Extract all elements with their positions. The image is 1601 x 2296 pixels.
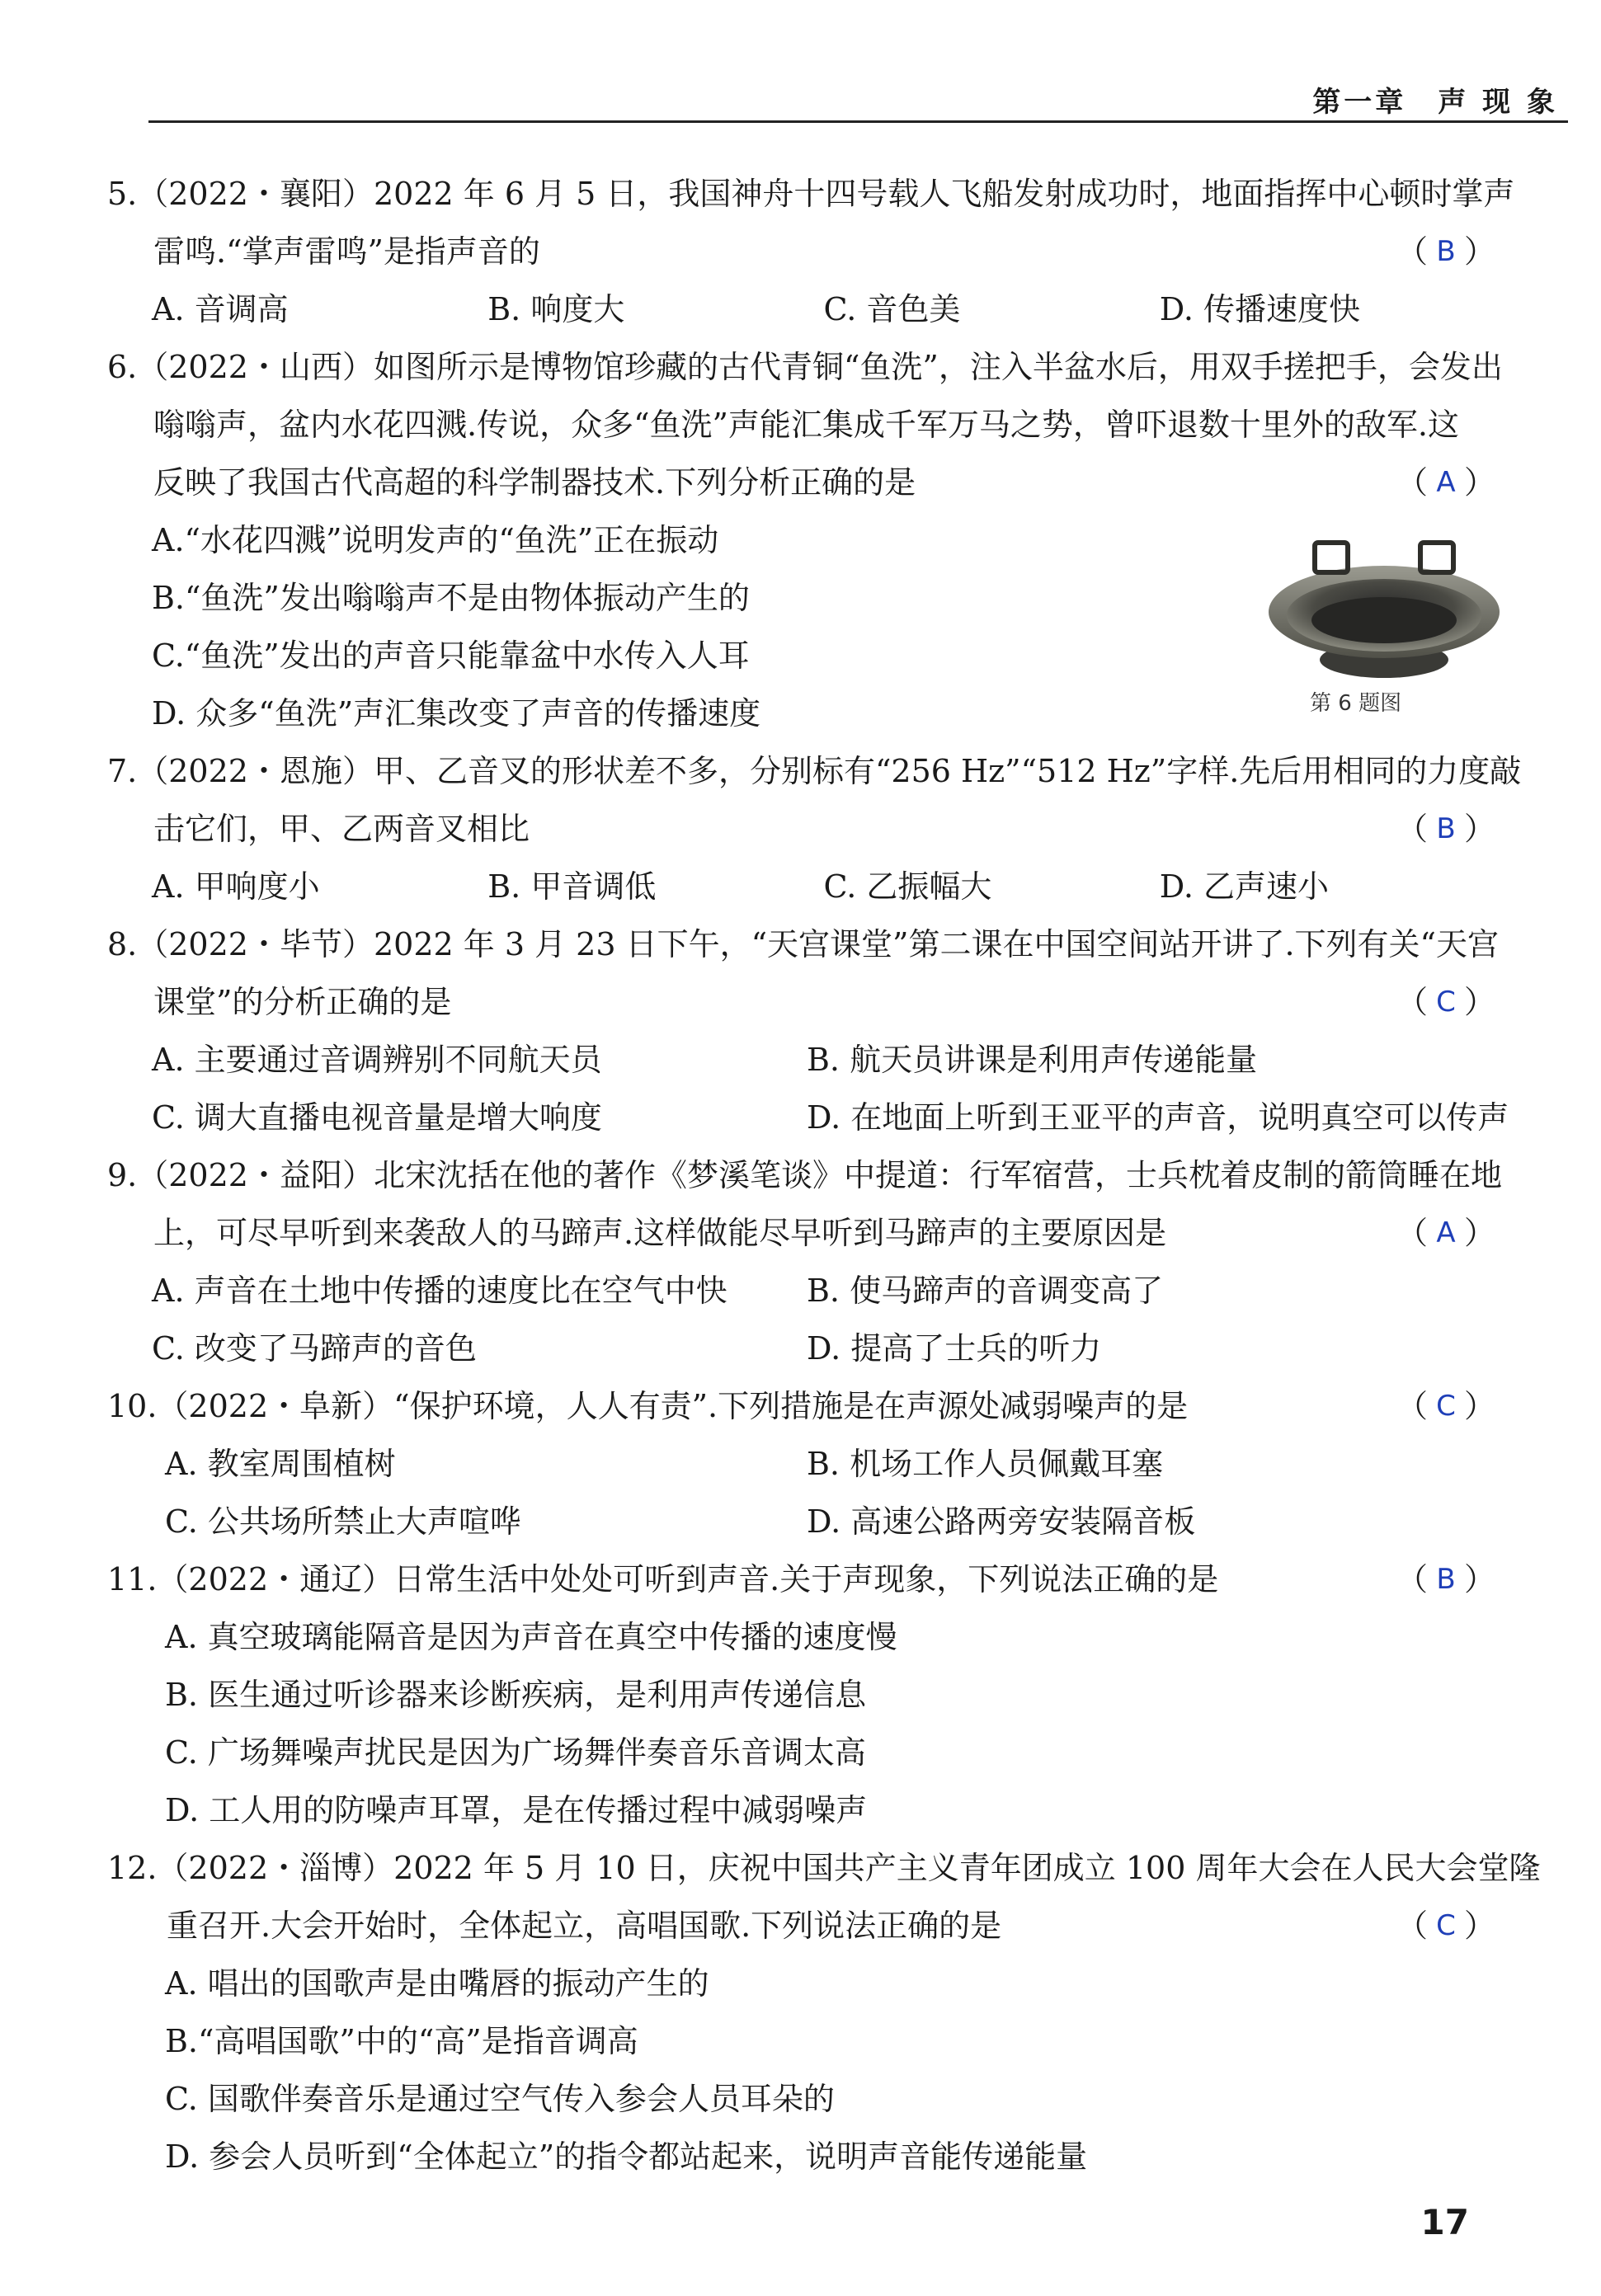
- question-5-line-2: [107, 223, 1495, 280]
- answer-bracket: （ A ）: [1396, 454, 1495, 511]
- option-c: C. 广场舞噪声扰民是因为广场舞伴奏音乐音调太高: [165, 1734, 866, 1771]
- figure-caption: 第 6 题图: [1310, 691, 1402, 716]
- question-8-line-1: 8.（2022・毕节）2022 年 3 月 23 日下午，“天宫课堂”第二课在中国空间站开讲了.下列有关“天宫: [107, 926, 1499, 962]
- option-a: A. 音调高: [152, 291, 289, 327]
- question-7-line-1: 7.（2022・恩施）甲、乙音叉的形状差不多，分别标有“256 Hz”“512 Hz”字样.先后用相同的力度敲: [107, 753, 1522, 789]
- question-9-options-row-1: [107, 1262, 1495, 1320]
- option-a: A.“水花四溅”说明发声的“鱼洗”正在振动: [152, 522, 719, 558]
- question-8-stem-end: 课堂”的分析正确的是: [153, 984, 452, 1020]
- bronze-basin-image: [1264, 528, 1504, 693]
- option-a: A. 真空玻璃能隔音是因为声音在真空中传播的速度慢: [165, 1619, 897, 1655]
- question-10-options-row-2: [107, 1493, 1495, 1550]
- answer-bracket: （ C ）: [1396, 1377, 1495, 1435]
- question-8-answer: C: [1436, 986, 1456, 1019]
- answer-bracket: （ B ）: [1396, 1550, 1495, 1608]
- option-c: C.“鱼洗”发出的声音只能靠盆中水传入人耳: [152, 638, 750, 674]
- question-7-options: [107, 858, 1495, 915]
- question-10-line-1: [107, 1377, 1495, 1435]
- question-9-answer: A: [1436, 1216, 1456, 1249]
- option-d: D. 高速公路两旁安装隔音板: [807, 1503, 1196, 1540]
- option-c: C. 音色美: [823, 291, 961, 327]
- chapter-header: 第一章 声 现 象: [1312, 86, 1558, 119]
- answer-bracket: （ A ）: [1396, 1204, 1495, 1262]
- option-b: B. 响度大: [487, 291, 625, 327]
- question-6-line-3: [107, 454, 1495, 511]
- question-5-stem-end: 雷鸣.“掌声雷鸣”是指声音的: [153, 233, 540, 270]
- question-7-line-2: [107, 800, 1495, 858]
- option-d: D. 提高了士兵的听力: [807, 1330, 1102, 1367]
- option-d: D. 众多“鱼洗”声汇集改变了声音的传播速度: [152, 695, 761, 732]
- option-d: D. 传播速度快: [1159, 291, 1361, 327]
- option-a: A. 主要通过音调辨别不同航天员: [152, 1042, 602, 1078]
- question-6-line-1: 6.（2022・山西）如图所示是博物馆珍藏的古代青铜“鱼洗”，注入半盆水后，用双手搓把手，会发出: [107, 349, 1503, 385]
- question-11-stem: 11.（2022・通辽）日常生活中处处可听到声音.关于声现象，下列说法正确的是: [107, 1561, 1219, 1597]
- question-6-line-2: 嗡嗡声，盆内水花四溅.传说，众多“鱼洗”声能汇集成千军万马之势，曾吓退数十里外的敌军.这: [153, 407, 1460, 443]
- header-rule: [148, 120, 1568, 123]
- option-c: C. 国歌伴奏音乐是通过空气传入参会人员耳朵的: [165, 2081, 835, 2117]
- question-9-stem-end: 上，可尽早听到来袭敌人的马蹄声.这样做能尽早听到马蹄声的主要原因是: [153, 1215, 1167, 1251]
- question-5: [107, 165, 1515, 338]
- question-12-line-2: [107, 1897, 1495, 1955]
- question-9-options-row-2: [107, 1320, 1495, 1377]
- question-7-stem-end: 击它们，甲、乙两音叉相比: [153, 811, 530, 847]
- question-11-line-1: [107, 1550, 1495, 1608]
- option-d: D. 在地面上听到王亚平的声音，说明真空可以传声: [807, 1099, 1509, 1136]
- question-8-options-row-2: [107, 1089, 1509, 1146]
- question-11: [107, 1550, 1495, 1839]
- page-number: 17: [1420, 2202, 1469, 2242]
- question-9-line-1: 9.（2022・益阳）北宋沈括在他的著作《梦溪笔谈》中提道：行军宿营，士兵枕着皮制的箭筒睡在地: [107, 1157, 1502, 1193]
- question-8-options-row-1: [107, 1031, 1495, 1089]
- option-a: A. 教室周围植树: [165, 1446, 396, 1482]
- question-7: [107, 742, 1522, 915]
- question-list: [107, 165, 1541, 2185]
- question-12: [107, 1839, 1541, 2185]
- option-c: C. 乙振幅大: [823, 868, 992, 905]
- answer-bracket: （ C ）: [1396, 1897, 1495, 1955]
- question-12-line-1: 12.（2022・淄博）2022 年 5 月 10 日，庆祝中国共产主义青年团成立 100 周年大会在人民大会堂隆: [107, 1850, 1541, 1886]
- question-9: [107, 1146, 1502, 1377]
- option-b: B. 机场工作人员佩戴耳塞: [807, 1446, 1164, 1482]
- option-b: B.“高唱国歌”中的“高”是指音调高: [165, 2023, 638, 2059]
- answer-bracket: （ C ）: [1396, 973, 1495, 1031]
- option-a: A. 甲响度小: [152, 868, 320, 905]
- question-6-stem-end: 反映了我国古代高超的科学制器技术.下列分析正确的是: [153, 464, 916, 501]
- question-5-answer: B: [1436, 235, 1456, 268]
- answer-bracket: （ B ）: [1396, 223, 1495, 280]
- option-b: B. 甲音调低: [487, 868, 657, 905]
- question-10-options-row-1: [107, 1435, 1495, 1493]
- question-8: [107, 915, 1509, 1146]
- question-12-stem-end: 重召开.大会开始时，全体起立，高唱国歌.下列说法正确的是: [167, 1908, 1002, 1944]
- question-8-line-2: [107, 973, 1495, 1031]
- question-11-answer: B: [1436, 1563, 1456, 1596]
- option-c: C. 改变了马蹄声的音色: [152, 1330, 477, 1367]
- bronze-basin-icon: [1264, 528, 1504, 693]
- option-d: D. 参会人员听到“全体起立”的指令都站起来，说明声音能传递能量: [165, 2138, 1088, 2175]
- option-b: B.“鱼洗”发出嗡嗡声不是由物体振动产生的: [152, 580, 750, 616]
- option-b: B. 航天员讲课是利用声传递能量: [807, 1042, 1258, 1078]
- option-c: C. 公共场所禁止大声喧哗: [165, 1503, 521, 1540]
- question-9-line-2: [107, 1204, 1495, 1262]
- question-10-answer: C: [1436, 1390, 1456, 1423]
- option-d: D. 乙声速小: [1159, 868, 1330, 905]
- question-6-answer: A: [1436, 466, 1456, 499]
- option-a: A. 声音在土地中传播的速度比在空气中快: [152, 1273, 728, 1309]
- option-b: B. 使马蹄声的音调变高了: [807, 1273, 1164, 1309]
- option-b: B. 医生通过听诊器来诊断疾病，是利用声传递信息: [165, 1677, 867, 1713]
- question-5-line-1: 5.（2022・襄阳）2022 年 6 月 5 日，我国神舟十四号载人飞船发射成功时，地面指挥中心顿时掌声: [107, 176, 1515, 212]
- question-10: [107, 1377, 1495, 1550]
- option-d: D. 工人用的防噪声耳罩，是在传播过程中减弱噪声: [165, 1792, 868, 1828]
- question-5-options: [107, 280, 1495, 338]
- question-12-answer: C: [1436, 1909, 1456, 1942]
- option-c: C. 调大直播电视音量是增大响度: [152, 1099, 602, 1136]
- question-7-answer: B: [1436, 812, 1456, 845]
- option-a: A. 唱出的国歌声是由嘴唇的振动产生的: [165, 1965, 709, 2002]
- question-10-stem: 10.（2022・阜新）“保护环境，人人有责”.下列措施是在声源处减弱噪声的是: [107, 1388, 1189, 1424]
- answer-bracket: （ B ）: [1396, 800, 1495, 858]
